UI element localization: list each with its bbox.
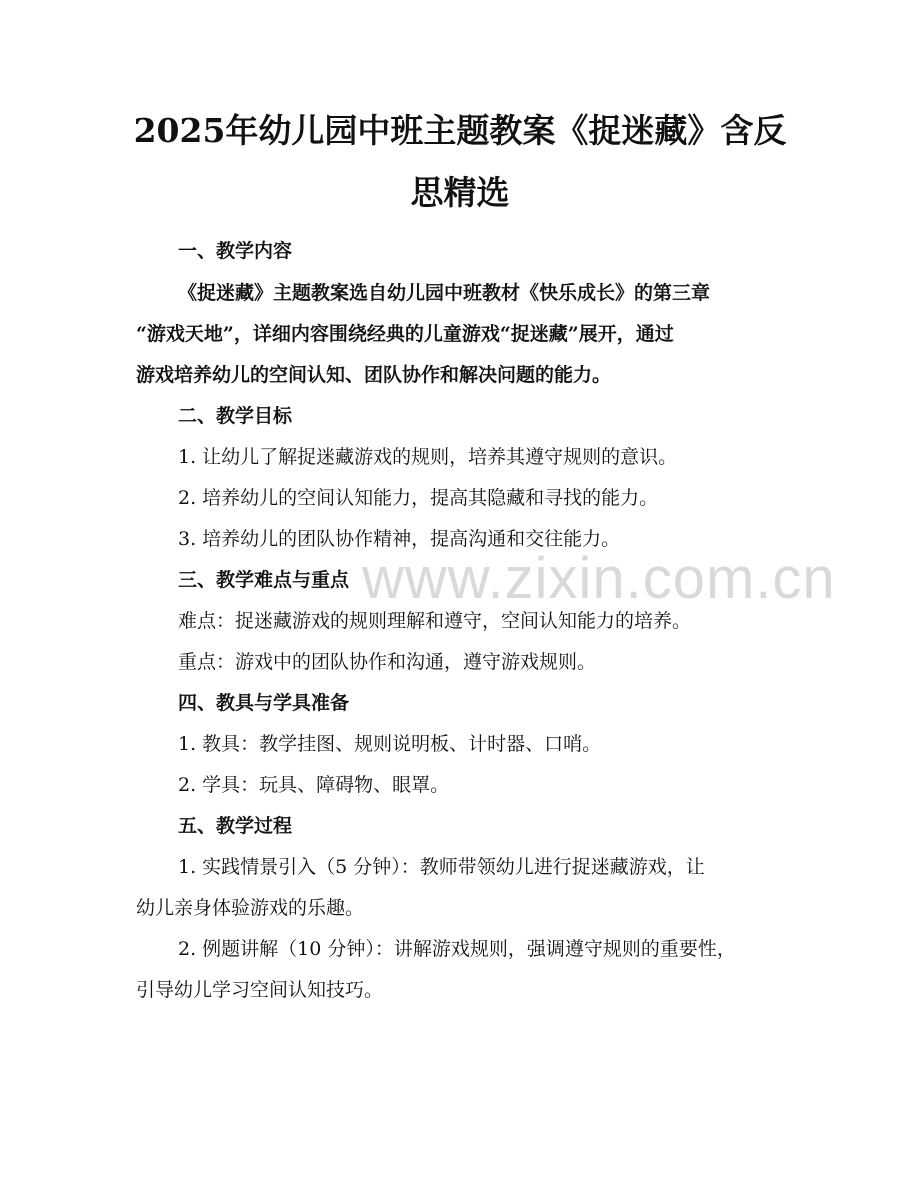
section-heading-materials: 四、教具与学具准备 (178, 692, 350, 714)
watermark: www.zixin.com.cn (362, 546, 836, 611)
paragraph-line: “游戏天地”，详细内容围绕经典的儿童游戏“捉迷藏”展开，通过 (136, 323, 674, 345)
page-title-line2: 思精选 (410, 173, 510, 212)
list-item: 2. 培养幼儿的空间认知能力，提高其隐藏和寻找的能力。 (178, 487, 659, 509)
paragraph-line: 游戏培养幼儿的空间认知、团队协作和解决问题的能力。 (136, 364, 612, 386)
section-heading-difficulty: 三、教学难点与重点 (178, 569, 350, 591)
paragraph-line: 《捉迷藏》主题教案选自幼儿园中班教材《快乐成长》的第三章 (178, 282, 711, 304)
list-item: 2. 学具：玩具、障碍物、眼罩。 (178, 774, 450, 796)
list-item: 1. 让幼儿了解捉迷藏游戏的规则，培养其遵守规则的意识。 (178, 446, 678, 468)
paragraph-line: 重点：游戏中的团队协作和沟通，遵守游戏规则。 (178, 651, 597, 673)
list-item: 3. 培养幼儿的团队协作精神，提高沟通和交往能力。 (178, 528, 621, 550)
list-item: 1. 实践情景引入（5 分钟）：教师带领幼儿进行捉迷藏游戏，让 (178, 856, 705, 878)
section-heading-objectives: 二、教学目标 (178, 405, 293, 427)
paragraph-line: 难点：捉迷藏游戏的规则理解和遵守，空间认知能力的培养。 (178, 610, 692, 632)
list-item: 1. 教具：教学挂图、规则说明板、计时器、口哨。 (178, 733, 602, 755)
section-heading-content: 一、教学内容 (178, 240, 293, 262)
list-item-continuation: 幼儿亲身体验游戏的乐趣。 (136, 897, 365, 919)
page-title-line1: 2025年幼儿园中班主题教案《捉迷藏》含反 (133, 111, 787, 150)
section-heading-process: 五、教学过程 (178, 815, 293, 837)
list-item-continuation: 引导幼儿学习空间认知技巧。 (136, 979, 384, 1001)
list-item: 2. 例题讲解（10 分钟）：讲解游戏规则，强调遵守规则的重要性， (178, 938, 736, 960)
